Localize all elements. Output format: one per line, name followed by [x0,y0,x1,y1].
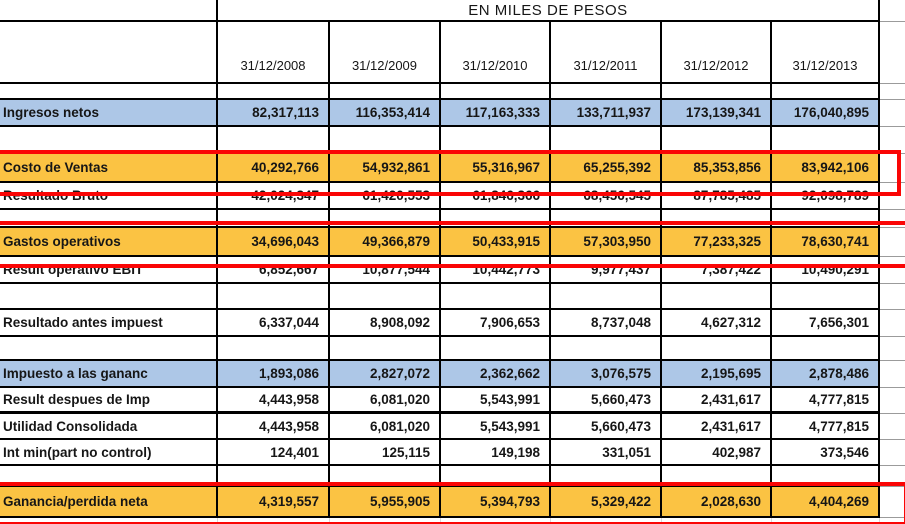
empty-cell[interactable] [772,284,880,310]
empty-cell[interactable] [772,127,880,154]
value-cell[interactable]: 3,076,575 [551,361,662,388]
empty-cell[interactable] [330,284,441,310]
value-cell[interactable]: 5,543,991 [441,414,551,440]
value-cell[interactable]: 87,785,485 [662,183,772,210]
value-cell[interactable]: 173,139,341 [662,100,772,127]
table-row [0,257,905,284]
row-label-cell[interactable]: Gastos operativos [0,228,218,257]
empty-label-cell[interactable] [0,210,218,228]
value-cell[interactable]: 2,195,695 [662,361,772,388]
empty-cell[interactable] [551,84,662,100]
table-row [0,100,905,127]
table-row [0,228,905,257]
empty-cell[interactable] [662,337,772,361]
value-cell[interactable]: 4,404,269 [772,487,880,518]
empty-cell[interactable] [772,210,880,228]
empty-cell[interactable] [218,337,330,361]
empty-cell[interactable] [551,337,662,361]
value-cell[interactable]: 8,908,092 [330,310,441,337]
empty-cell[interactable] [330,210,441,228]
sheet-title-cell[interactable]: EN MILES DE PESOS [218,0,880,22]
value-cell[interactable]: 6,852,667 [218,257,330,284]
value-cell[interactable]: 4,443,958 [218,414,330,440]
spacer-row [0,84,905,100]
narrow-cell[interactable] [880,228,905,257]
value-cell[interactable]: 7,906,653 [441,310,551,337]
value-cell[interactable]: 50,433,915 [441,228,551,257]
narrow-cell[interactable] [880,257,905,284]
spacer-row [0,127,905,154]
value-cell[interactable]: 2,362,662 [441,361,551,388]
narrow-cell[interactable] [880,127,905,154]
spacer-row [0,284,905,310]
value-cell[interactable]: 68,456,545 [551,183,662,210]
column-header-date[interactable]: 31/12/2011 [551,22,662,84]
spacer-row [0,518,905,524]
value-cell[interactable]: 78,630,741 [772,228,880,257]
narrow-cell[interactable] [880,466,905,487]
value-cell[interactable]: 4,443,958 [218,388,330,414]
row-label-cell[interactable]: Impuesto a las gananc [0,361,218,388]
empty-cell[interactable] [662,84,772,100]
empty-cell[interactable] [218,284,330,310]
title-row [0,0,905,22]
narrow-cell[interactable] [880,183,905,210]
spacer-row [0,337,905,361]
value-cell[interactable]: 5,394,793 [441,487,551,518]
narrow-cell[interactable] [880,84,905,100]
value-cell[interactable]: 40,292,766 [218,154,330,183]
empty-cell[interactable] [662,284,772,310]
row-label-cell[interactable]: Ganancia/perdida neta [0,487,218,518]
value-cell[interactable]: 2,827,072 [330,361,441,388]
value-cell[interactable]: 77,233,325 [662,228,772,257]
row-label-cell[interactable]: Utilidad Consolidada [0,414,218,440]
value-cell[interactable]: 82,317,113 [218,100,330,127]
empty-cell[interactable] [330,337,441,361]
narrow-cell[interactable] [880,518,905,524]
value-cell[interactable]: 55,316,967 [441,154,551,183]
empty-cell[interactable] [772,84,880,100]
value-cell[interactable]: 4,777,815 [772,388,880,414]
empty-cell[interactable] [441,337,551,361]
value-cell[interactable]: 6,081,020 [330,414,441,440]
value-cell[interactable]: 117,163,333 [441,100,551,127]
value-cell[interactable]: 42,024,347 [218,183,330,210]
empty-label-cell[interactable] [0,84,218,100]
row-label-cell[interactable]: Result operativo EBIT [0,257,218,284]
value-cell[interactable]: 65,255,392 [551,154,662,183]
column-header-date[interactable]: 31/12/2008 [218,22,330,84]
narrow-cell[interactable] [880,154,905,183]
narrow-cell[interactable] [880,210,905,228]
corner-cell[interactable] [0,0,218,22]
value-cell[interactable]: 85,353,856 [662,154,772,183]
empty-cell[interactable] [218,127,330,154]
value-cell[interactable]: 4,627,312 [662,310,772,337]
value-cell[interactable]: 7,656,301 [772,310,880,337]
value-cell[interactable]: 92,098,789 [772,183,880,210]
value-cell[interactable]: 2,431,617 [662,388,772,414]
table-row [0,487,905,518]
row-label-cell[interactable]: Costo de Ventas [0,154,218,183]
empty-cell[interactable] [662,466,772,487]
column-header-date[interactable]: 31/12/2012 [662,22,772,84]
value-cell[interactable]: 373,546 [772,440,880,466]
value-cell[interactable]: 10,877,544 [330,257,441,284]
value-cell[interactable]: 116,353,414 [330,100,441,127]
value-cell[interactable]: 133,711,937 [551,100,662,127]
value-cell[interactable]: 10,442,773 [441,257,551,284]
narrow-cell[interactable] [880,388,905,414]
value-cell[interactable]: 34,696,043 [218,228,330,257]
value-cell[interactable]: 8,737,048 [551,310,662,337]
narrow-cell[interactable] [880,337,905,361]
empty-cell[interactable] [441,518,551,524]
value-cell[interactable]: 7,387,422 [662,257,772,284]
narrow-cell[interactable] [880,487,905,518]
empty-cell[interactable] [662,127,772,154]
row-label-cell[interactable]: Result despues de Imp [0,388,218,414]
empty-cell[interactable] [551,518,662,524]
row-label-cell[interactable]: Resultado antes impuest [0,310,218,337]
narrow-cell[interactable] [880,0,905,22]
value-cell[interactable]: 5,660,473 [551,388,662,414]
column-header-date[interactable]: 31/12/2010 [441,22,551,84]
row-label-cell[interactable]: Resultado Bruto [0,183,218,210]
narrow-cell[interactable] [880,284,905,310]
empty-cell[interactable] [441,84,551,100]
empty-label-cell[interactable] [0,518,218,524]
value-cell[interactable]: 1,893,086 [218,361,330,388]
table-row [0,388,905,414]
empty-cell[interactable] [218,518,330,524]
value-cell[interactable]: 124,401 [218,440,330,466]
empty-label-cell[interactable] [0,284,218,310]
value-cell[interactable]: 9,977,437 [551,257,662,284]
value-cell[interactable]: 6,337,044 [218,310,330,337]
value-cell[interactable]: 54,932,861 [330,154,441,183]
table-row [0,361,905,388]
value-cell[interactable]: 176,040,895 [772,100,880,127]
value-cell[interactable]: 5,329,422 [551,487,662,518]
table-row [0,154,905,183]
empty-cell[interactable] [330,84,441,100]
value-cell[interactable]: 402,987 [662,440,772,466]
value-cell[interactable]: 5,955,905 [330,487,441,518]
empty-label-cell[interactable] [0,337,218,361]
empty-cell[interactable] [330,127,441,154]
value-cell[interactable]: 4,777,815 [772,414,880,440]
empty-cell[interactable] [772,466,880,487]
empty-cell[interactable] [551,127,662,154]
value-cell[interactable]: 10,490,291 [772,257,880,284]
empty-label-cell[interactable] [0,466,218,487]
narrow-cell[interactable] [880,440,905,466]
value-cell[interactable]: 331,051 [551,440,662,466]
empty-cell[interactable] [441,466,551,487]
table-row [0,310,905,337]
narrow-cell[interactable] [880,414,905,440]
value-cell[interactable]: 2,878,486 [772,361,880,388]
empty-cell[interactable] [551,210,662,228]
empty-cell[interactable] [662,210,772,228]
table-row [0,414,905,440]
column-header-date[interactable]: 31/12/2013 [772,22,880,84]
value-cell[interactable]: 61,846,366 [441,183,551,210]
value-cell[interactable]: 6,081,020 [330,388,441,414]
empty-cell[interactable] [441,127,551,154]
empty-cell[interactable] [551,466,662,487]
value-cell[interactable]: 5,543,991 [441,388,551,414]
empty-cell[interactable] [551,284,662,310]
value-cell[interactable]: 61,420,553 [330,183,441,210]
narrow-cell[interactable] [880,310,905,337]
empty-cell[interactable] [441,284,551,310]
value-cell[interactable]: 4,319,557 [218,487,330,518]
row-label-cell[interactable]: Int min(part no control) [0,440,218,466]
narrow-cell[interactable] [880,100,905,127]
value-cell[interactable]: 2,028,630 [662,487,772,518]
value-cell[interactable]: 2,431,617 [662,414,772,440]
narrow-cell[interactable] [880,22,905,84]
spacer-row [0,210,905,228]
empty-cell[interactable] [441,210,551,228]
row-label-cell[interactable]: Ingresos netos [0,100,218,127]
empty-cell[interactable] [330,466,441,487]
empty-cell[interactable] [218,210,330,228]
empty-cell[interactable] [662,518,772,524]
header-row [0,22,905,84]
value-cell[interactable]: 5,660,473 [551,414,662,440]
empty-label-cell[interactable] [0,127,218,154]
empty-cell[interactable] [772,518,880,524]
narrow-cell[interactable] [880,361,905,388]
value-cell[interactable]: 125,115 [330,440,441,466]
empty-cell[interactable] [330,518,441,524]
value-cell[interactable]: 83,942,106 [772,154,880,183]
header-label-cell[interactable] [0,22,218,84]
spacer-row [0,466,905,487]
empty-cell[interactable] [218,84,330,100]
empty-cell[interactable] [218,466,330,487]
empty-cell[interactable] [772,337,880,361]
value-cell[interactable]: 49,366,879 [330,228,441,257]
table-row [0,440,905,466]
column-header-date[interactable]: 31/12/2009 [330,22,441,84]
value-cell[interactable]: 57,303,950 [551,228,662,257]
value-cell[interactable]: 149,198 [441,440,551,466]
table-row [0,183,905,210]
